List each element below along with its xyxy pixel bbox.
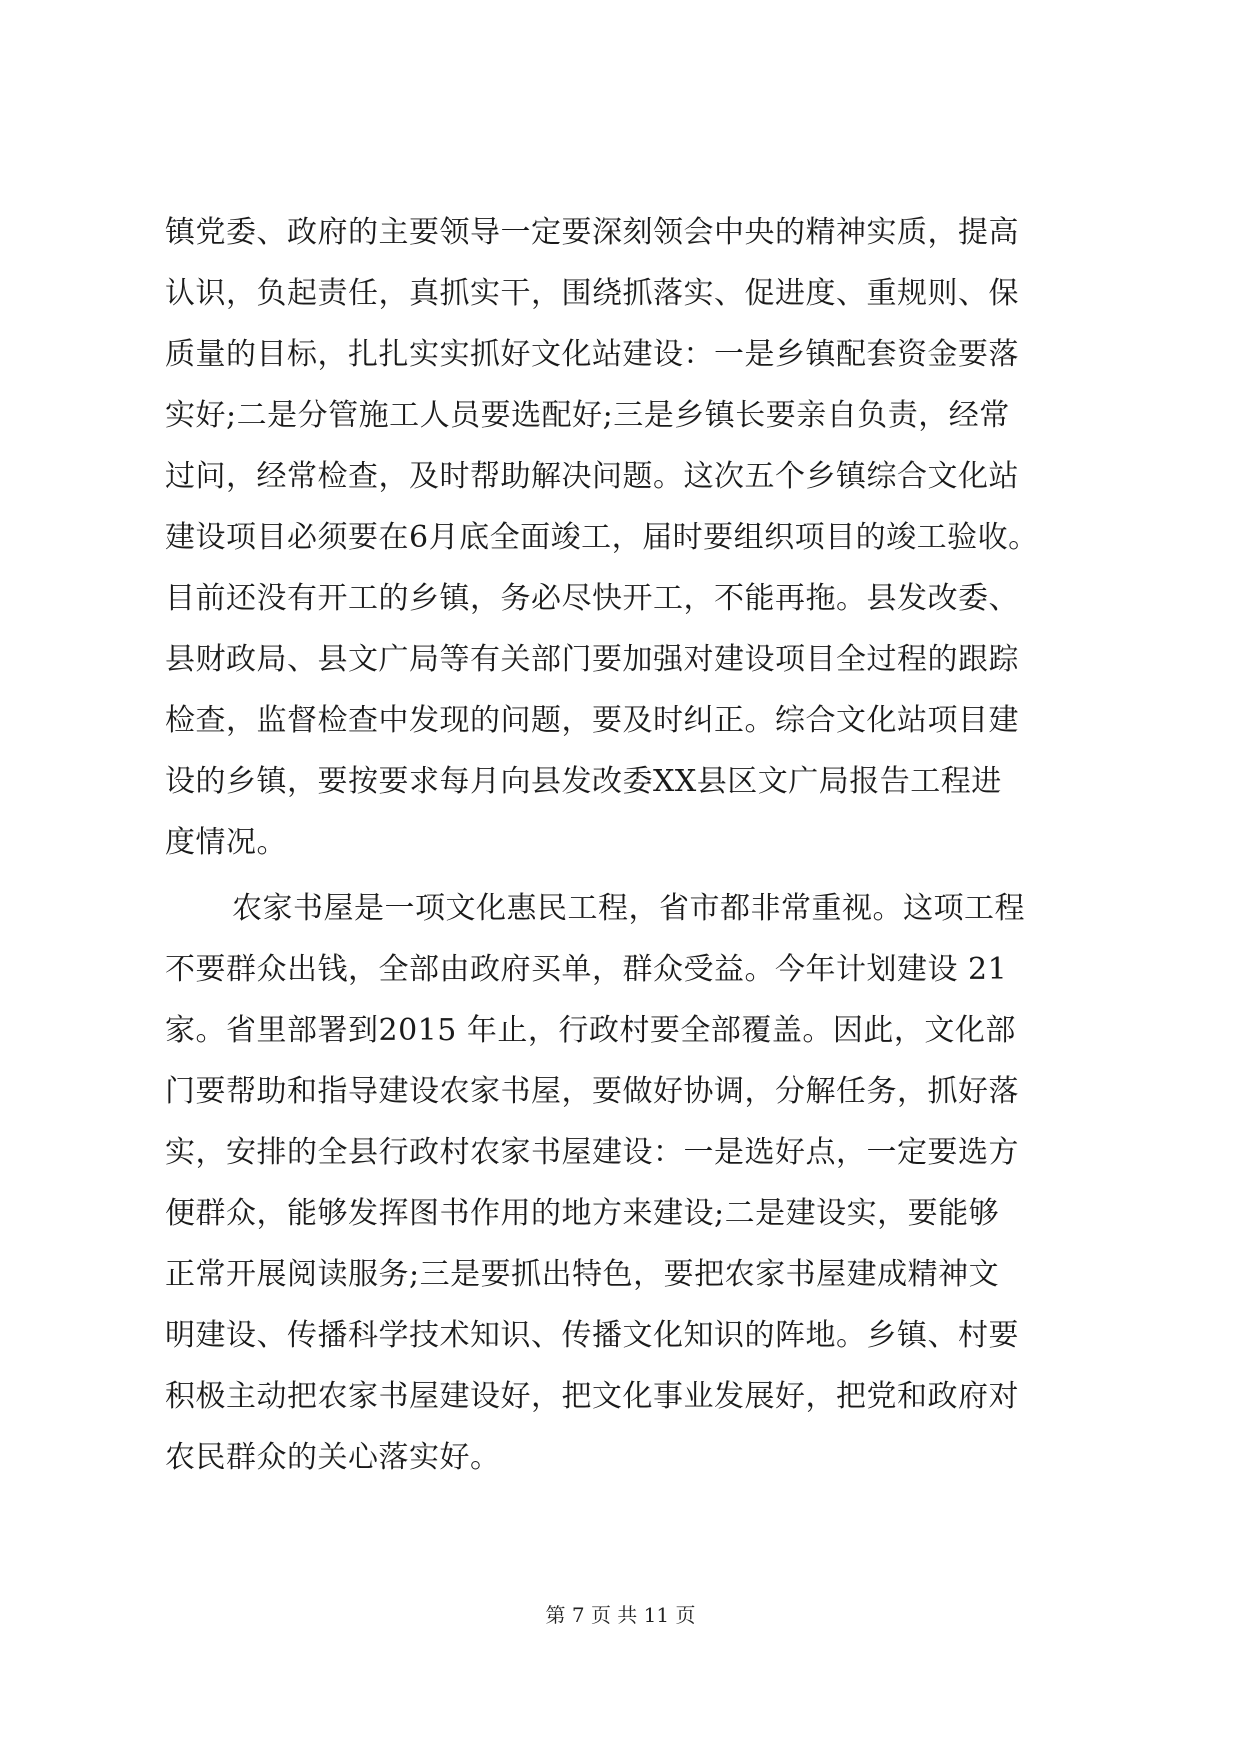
paragraph-2-line-6: 便群众，能够发挥图书作用的地方来建设;二是建设实，要能够	[165, 1196, 1000, 1231]
paragraph-1-line-2: 认识，负起责任，真抓实干，围绕抓落实、促进度、重规则、保	[165, 276, 1019, 311]
paragraph-2-line-7: 正常开展阅读服务;三是要抓出特色，要把农家书屋建成精神文	[165, 1257, 1000, 1292]
paragraph-2-line-8: 明建设、传播科学技术知识、传播文化知识的阵地。乡镇、村要	[165, 1318, 1019, 1353]
paragraph-1-line-11: 度情况。	[165, 825, 287, 860]
paragraph-2-line-1: 农家书屋是一项文化惠民工程，省市都非常重视。这项工程	[232, 891, 1025, 926]
paragraph-1-line-8: 县财政局、县文广局等有关部门要加强对建设项目全过程的跟踪	[165, 642, 1019, 677]
paragraph-2-line-4: 门要帮助和指导建设农家书屋，要做好协调，分解任务，抓好落	[165, 1074, 1019, 1109]
paragraph-1-line-1: 镇党委、政府的主要领导一定要深刻领会中央的精神实质，提高	[165, 215, 1019, 250]
paragraph-1-line-6: 建设项目必须要在6月底全面竣工，届时要组织项目的竣工验收。	[165, 520, 1039, 555]
paragraph-2-line-2: 不要群众出钱，全部由政府买单，群众受益。今年计划建设 21	[165, 952, 1008, 987]
paragraph-1-line-5: 过问，经常检查，及时帮助解决问题。这次五个乡镇综合文化站	[165, 459, 1019, 494]
paragraph-1-line-9: 检查，监督检查中发现的问题，要及时纠正。综合文化站项目建	[165, 703, 1019, 738]
paragraph-2-line-10: 农民群众的关心落实好。	[165, 1440, 501, 1475]
paragraph-2-line-5: 实，安排的全县行政村农家书屋建设：一是选好点，一定要选方	[165, 1135, 1019, 1170]
paragraph-2-line-3: 家。省里部署到2015 年止，行政村要全部覆盖。因此，文化部	[165, 1013, 1016, 1048]
paragraph-2-line-9: 积极主动把农家书屋建设好，把文化事业发展好，把党和政府对	[165, 1379, 1019, 1414]
paragraph-1-line-7: 目前还没有开工的乡镇，务必尽快开工，不能再拖。县发改委、	[165, 581, 1019, 616]
paragraph-1-line-3: 质量的目标，扎扎实实抓好文化站建设：一是乡镇配套资金要落	[165, 337, 1019, 372]
page-number-footer: 第 7 页 共 11 页	[545, 1603, 696, 1627]
paragraph-1-line-4: 实好;二是分管施工人员要选配好;三是乡镇长要亲自负责，经常	[165, 398, 1010, 433]
paragraph-1-line-10: 设的乡镇，要按要求每月向县发改委XX县区文广局报告工程进	[165, 764, 1002, 799]
